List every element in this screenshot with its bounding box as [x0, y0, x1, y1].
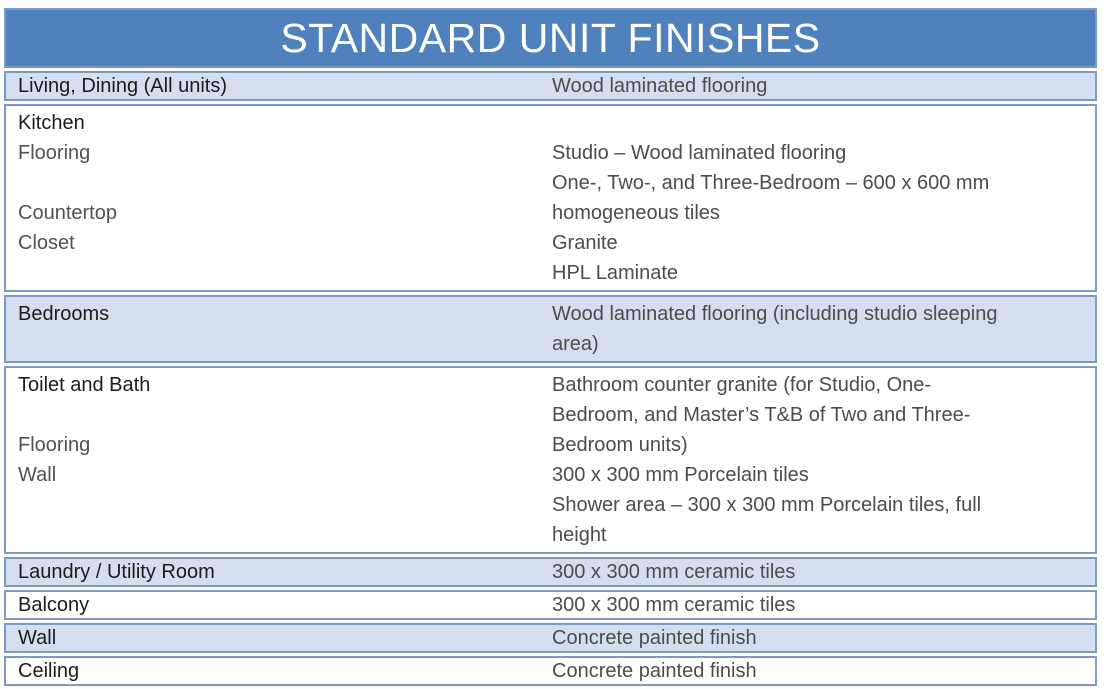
room-label-cell: Wall: [18, 464, 57, 486]
room-label-cell: Closet: [18, 232, 75, 254]
row-line: [6, 460, 1095, 490]
row-line: [6, 329, 1095, 359]
room-label-cell: Ceiling: [18, 660, 80, 682]
table-row: [4, 366, 1097, 554]
table-row: [4, 590, 1097, 620]
finish-value-cell: 300 x 300 mm ceramic tiles: [552, 594, 796, 616]
room-label-cell: Flooring: [18, 142, 91, 164]
room-label-cell: Laundry / Utility Room: [18, 561, 215, 583]
table-body: [4, 71, 1097, 686]
room-label-cell: [6, 520, 552, 550]
finish-value-cell: Bedroom, and Master’s T&B of Two and Three-: [552, 404, 971, 426]
table-row: [4, 557, 1097, 587]
room-label-cell: Bedrooms: [18, 303, 110, 325]
finish-value-cell: Bedroom units): [552, 434, 688, 456]
row-line: [6, 198, 1095, 228]
room-label-cell: [6, 258, 552, 288]
finish-value-cell: height: [552, 524, 607, 546]
finish-value-cell: homogeneous tiles: [552, 202, 720, 224]
row-line: [6, 138, 1095, 168]
table-row: [4, 295, 1097, 363]
finish-value-cell: area): [552, 333, 599, 355]
row-line: [6, 625, 1095, 651]
finish-value-cell: Concrete painted finish: [552, 627, 757, 649]
finish-value-cell: 300 x 300 mm Porcelain tiles: [552, 464, 809, 486]
finish-value-cell: [552, 108, 1095, 138]
room-label-cell: Flooring: [18, 434, 91, 456]
page-title: STANDARD UNIT FINISHES: [280, 14, 821, 61]
room-label-cell: Living, Dining (All units): [18, 75, 227, 97]
finish-value-cell: Shower area – 300 x 300 mm Porcelain tiles, full: [552, 494, 982, 516]
row-line: [6, 370, 1095, 400]
room-label-cell: [6, 490, 552, 520]
room-label-cell: Toilet and Bath: [18, 374, 151, 396]
row-line: [6, 108, 1095, 138]
finish-value-cell: Studio – Wood laminated flooring: [552, 142, 847, 164]
row-line: [6, 559, 1095, 585]
room-label-cell: Kitchen: [18, 112, 85, 134]
finish-value-cell: Bathroom counter granite (for Studio, One-: [552, 374, 932, 396]
row-line: [6, 658, 1095, 684]
row-line: [6, 168, 1095, 198]
row-line: [6, 400, 1095, 430]
row-line: [6, 592, 1095, 618]
table-row: [4, 71, 1097, 101]
row-line: [6, 520, 1095, 550]
table-title-band: [4, 8, 1097, 68]
room-label-cell: [6, 329, 552, 359]
room-label-cell: [6, 168, 552, 198]
table-row: [4, 104, 1097, 292]
finish-value-cell: Granite: [552, 232, 618, 254]
standard-unit-finishes-table: [4, 8, 1097, 689]
table-row: [4, 623, 1097, 653]
row-line: [6, 299, 1095, 329]
finish-value-cell: HPL Laminate: [552, 262, 678, 284]
row-line: [6, 73, 1095, 99]
finish-value-cell: Concrete painted finish: [552, 660, 757, 682]
finish-value-cell: 300 x 300 mm ceramic tiles: [552, 561, 796, 583]
row-line: [6, 258, 1095, 288]
finish-value-cell: Wood laminated flooring: [552, 75, 768, 97]
row-line: [6, 228, 1095, 258]
room-label-cell: [6, 400, 552, 430]
table-row: [4, 656, 1097, 686]
room-label-cell: Wall: [18, 627, 57, 649]
finish-value-cell: Wood laminated flooring (including studio sleeping: [552, 303, 998, 325]
room-label-cell: Balcony: [18, 594, 90, 616]
finish-value-cell: One-, Two-, and Three-Bedroom – 600 x 600 mm: [552, 172, 990, 194]
row-line: [6, 490, 1095, 520]
row-line: [6, 430, 1095, 460]
room-label-cell: Countertop: [18, 202, 117, 224]
